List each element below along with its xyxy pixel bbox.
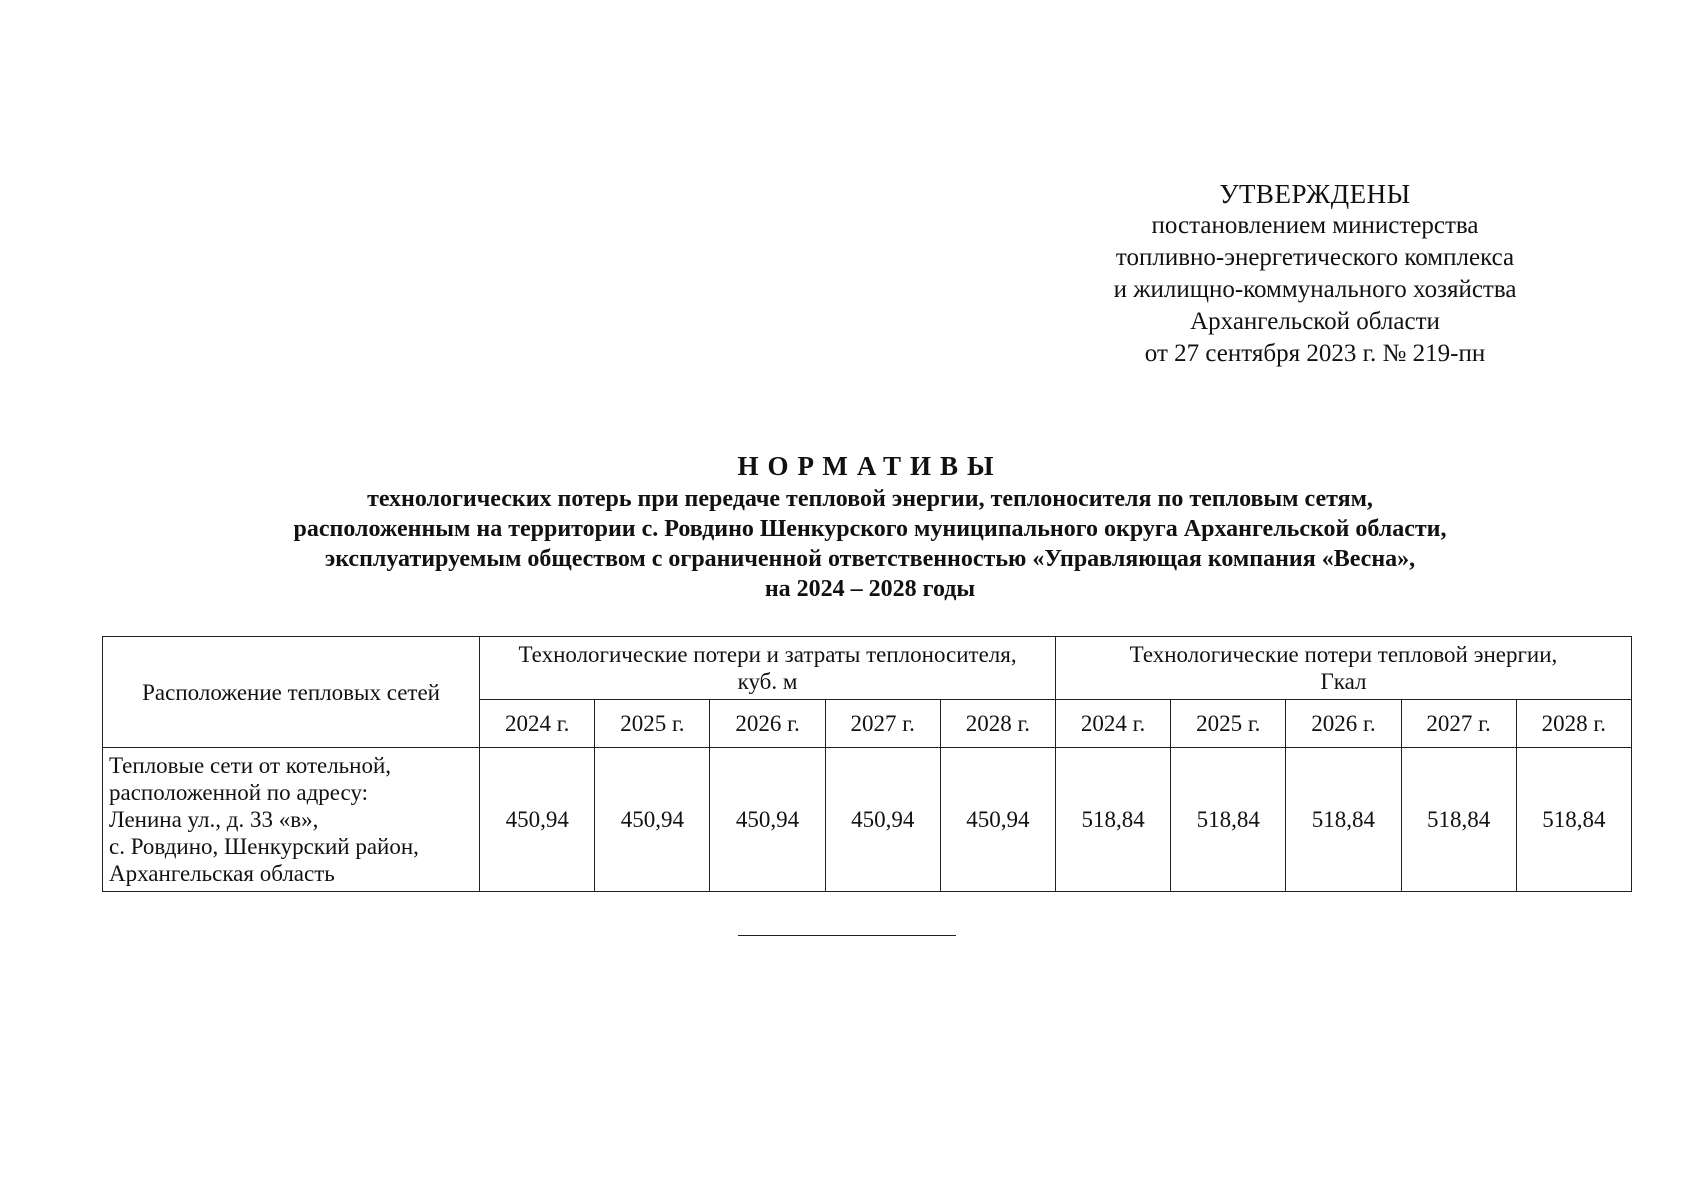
heading-line: на 2024 – 2028 годы (764, 576, 976, 602)
heat-losses-header (1055, 637, 1631, 700)
coolant-value-cell: 450,94 (480, 748, 595, 892)
location-line: Архангельская область (109, 861, 335, 886)
approval-line: постановлением министерства (1151, 212, 1479, 239)
approval-stamp (1080, 178, 1550, 370)
year-header: 2027 г. (825, 700, 940, 748)
coolant-value-cell: 450,94 (595, 748, 710, 892)
location-line: Тепловые сети от котельной, (109, 753, 392, 778)
approval-date-line: от 27 сентября 2023 г. № 219-пн (1144, 340, 1486, 367)
location-header: Расположение тепловых сетей (103, 637, 480, 748)
approved-title: УТВЕРЖДЕНЫ (1219, 179, 1411, 209)
coolant-value-cell: 450,94 (825, 748, 940, 892)
year-header: 2026 г. (1286, 700, 1401, 748)
year-header: 2024 г. (1055, 700, 1170, 748)
heat-value-cell: 518,84 (1286, 748, 1401, 892)
group-label: Технологические потери и затраты теплоносителя, (518, 642, 1017, 667)
year-header: 2025 г. (1171, 700, 1286, 748)
norms-table (102, 636, 1632, 892)
heading-line: эксплуатируемым обществом с ограниченной ответственностью «Управляющая компания «Весна», (324, 546, 1416, 572)
location-cell (103, 748, 480, 892)
document-title: НОРМАТИВЫ (737, 451, 1003, 481)
approval-line: топливно-энергетического комплекса (1115, 244, 1515, 271)
coolant-value-cell: 450,94 (940, 748, 1055, 892)
table-row (103, 748, 1632, 892)
year-header: 2028 г. (940, 700, 1055, 748)
year-header: 2027 г. (1401, 700, 1516, 748)
group-header-row (103, 637, 1632, 700)
location-line: с. Ровдино, Шенкурский район, (109, 834, 419, 859)
heading-line: технологических потерь при передаче тепловой энергии, теплоносителя по тепловым сетям, (367, 486, 1373, 512)
heading-line: расположенным на территории с. Ровдино Шенкурского муниципального округа Архангельской области, (293, 516, 1447, 542)
heat-value-cell: 518,84 (1516, 748, 1631, 892)
end-divider (738, 935, 956, 936)
group-unit: куб. м (737, 669, 798, 694)
group-label: Технологические потери тепловой энергии, (1129, 642, 1558, 667)
year-header: 2028 г. (1516, 700, 1631, 748)
approval-line: Архангельской области (1190, 308, 1440, 335)
year-header: 2026 г. (710, 700, 825, 748)
heat-value-cell: 518,84 (1055, 748, 1170, 892)
year-header: 2025 г. (595, 700, 710, 748)
year-header: 2024 г. (480, 700, 595, 748)
location-line: расположенной по адресу: (109, 780, 369, 805)
coolant-losses-header (480, 637, 1056, 700)
heat-value-cell: 518,84 (1401, 748, 1516, 892)
document-heading (120, 448, 1620, 604)
group-unit: Гкал (1320, 669, 1367, 694)
location-line: Ленина ул., д. 33 «в», (109, 807, 319, 832)
coolant-value-cell: 450,94 (710, 748, 825, 892)
heat-value-cell: 518,84 (1171, 748, 1286, 892)
approval-line: и жилищно-коммунального хозяйства (1113, 276, 1517, 303)
